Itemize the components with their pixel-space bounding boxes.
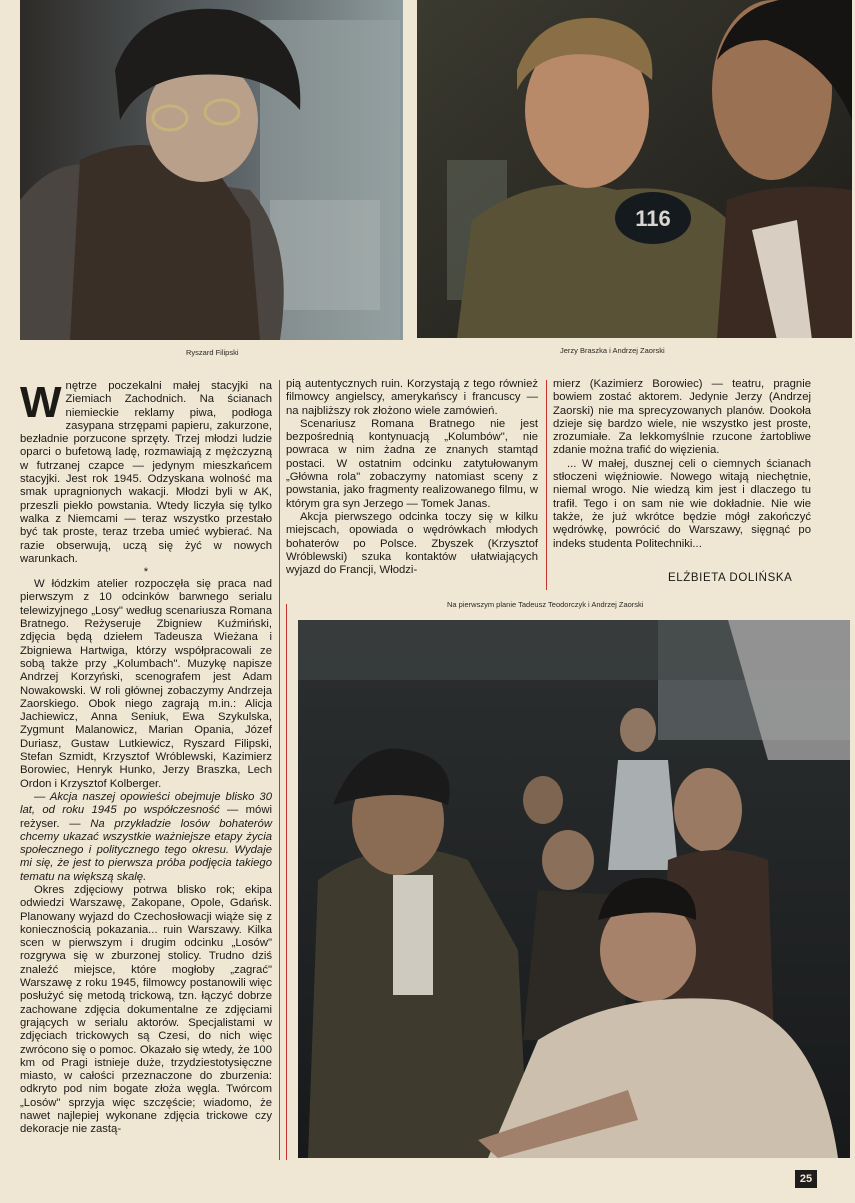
article-paragraph: ... W małej, dusznej celi o ciemnych ścianach stłoczeni więźniowie. Nowego witają niechętnie, niemal wrogo. Nie wiedzą kim jest i dlaczego tu trafił. Tego i on sam nie wie dokładnie. Nie wie także, że już wkrótce będzie mógł zakończyć wędrówkę, powrócić do Warszawy, sięgnąć po indeks studenta Politechniki... [553,457,811,550]
article-paragraph: Okres zdjęciowy potrwa blisko rok; ekipa odwiedzi Warszawę, Zakopane, Opole, Gdańsk. Planowany wyjazd do Czechosłowacji wiąże się z koniecznością pokazania... ruin Warszawy. Kilka scen w pierwszym i drugim odcinku „Losów" rozgrywa się w zburzonej stolicy. Trudno dziś znaleźć miejsce, które mogłoby „zagrać" Warszawę z roku 1945, filmowcy postanowili więc posłużyć się metodą trickową, tzn. łączyć dobrze zachowane zdjęcia dokumentalne ze zdjęciami grających w serialu aktorów. Specjalistami w zdjęciach trickowych są Czesi, do nich więc zwrócono się o pomoc. Okazało się wtedy, że 100 km od Pragi istnieje duże, trzydziestotysięczne miasto, w całości przeznaczone do zburzenia: odkryto pod nim bogate złoża węgla. Twórcom „Losów" sprzyja więc szczęście; wiadomo, że nawet najlepiej wykonane zdjęcia trickowe czy dekoracje nie zastą- [20,883,272,1136]
column-separator [546,380,547,590]
article-paragraph: Wnętrze poczekalni małej stacyjki na Ziemiach Zachodnich. Na ścianach niemieckie reklamy piwa, podłoga zasypana strzępami papieru, zakurzone, bezładnie porzucone sprzęty. Trzej młodzi ludzie oparci o bufetową ladę, rozmawiają z mężczyzną w futrzanej czapce — jedynym mieszkańcem stacyjki. Jest rok 1945. Odzyskana wolność ma smak upragnionych wakacji. Młodzi byli w AK, przeszli piekło powstania. Wtedy liczyła się tylko walka z Niemcami — teraz wszystko przestało być tak proste, teraz trzeba umieć wybierać. Na razie obserwują, uczą się żyć w nowych warunkach. [20,378,272,565]
caption-photo-3: Na pierwszym planie Tadeusz Teodorczyk i Andrzej Zaorski [447,600,644,609]
photo-braszka-zaorski [417,0,852,338]
caption-photo-2: Jerzy Braszka i Andrzej Zaorski [560,346,665,355]
article-paragraph: Scenariusz Romana Bratnego nie jest bezpośrednią kontynuacją „Kolumbów", nie powraca w nim żadna ze znanych stamtąd postaci. W ostatnim odcinku zatytułowanym „Główna rola" zobaczymy natomiast sceny z powstania, jako fragmenty realizowanego filmu, w którym gra syn Jerzego — Tomek Janas. [286,417,538,510]
page-number: 25 [795,1170,817,1188]
photo-prison-cell-scene [298,620,850,1158]
badge-number: 116 [635,206,671,231]
article-paragraph: W łódzkim atelier rozpoczęła się praca nad pierwszym z 10 odcinków barwnego serialu telewizyjnego „Losy" według scenariusza Romana Bratnego. Reżyseruje Zbigniew Kuźmiński, zdjęcia będą dziełem Tadeusza Wieżana i Zbigniewa Hartwiga, którzy współpracowali ze sobą także przy „Kolumbach". Muzykę napisze Andrzej Korzyński, scenografem jest Adam Nowakowski. W roli głównej zobaczymy Andrzeja Zaorskiego. Obok niego zagrają m.in.: Alicja Jachiewicz, Anna Seniuk, Ewa Szykulska, Zygmunt Malanowicz, Marian Opania, Józef Duriasz, Gustaw Lutkiewicz, Ryszard Filipski, Stefan Szmidt, Krzysztof Wróblewski, Kazimierz Borowiec, Henryk Hunko, Jerzy Braszka, Lech Ordon i Krzysztof Kolberger. [20,578,272,790]
director-quote: — Akcja naszej opowieści obejmuje blisko 30 lat, od roku 1945 po współczesność — mówi reżyser. — Na przykładzie losów bohaterów chcemy ukazać wszystkie ważniejsze etapy życia społecznego i politycznego tego okresu. Wydaje mi się, że jest to pierwsza próba podjęcia takiego tematu na większą skalę. [20,790,272,883]
article-column-3 [553,378,811,551]
photo-separator [286,604,287,1160]
column-separator [279,380,280,1160]
section-asterisk: * [143,566,149,579]
caption-photo-1: Ryszard Filipski [186,348,239,357]
article-paragraph: mierz (Kazimierz Borowiec) — teatru, pragnie bowiem zostać aktorem. Jedynie Jerzy (Andrzej Zaorski) nie ma sprecyzowanych planów. Dookoła dzieje się bardzo wiele, nie wszystko jest proste, zrozumiałe. Za lekkomyślnie rzucone żartobliwe zdanie można trafić do więzienia. [553,378,811,457]
article-paragraph: pią autentycznych ruin. Korzystają z tego również filmowcy angielscy, amerykańscy i francuscy — na najbliższy rok złożono wiele zamówień. [286,378,538,417]
photo-ryszard-filipski [20,0,403,340]
drop-cap: W [20,378,62,427]
article-column-2 [286,378,538,577]
article-paragraph: Akcja pierwszego odcinka toczy się w kilku miejscach, opowiada o wędrówkach młodych bohaterów po Polsce. Zbyszek (Krzysztof Wróblewski) szuka kontaktów ułatwiających wyjazd do Francji, Włodzi- [286,510,538,577]
article-author: ELŻBIETA DOLIŃSKA [668,572,793,584]
article-column-1 [20,380,272,1137]
